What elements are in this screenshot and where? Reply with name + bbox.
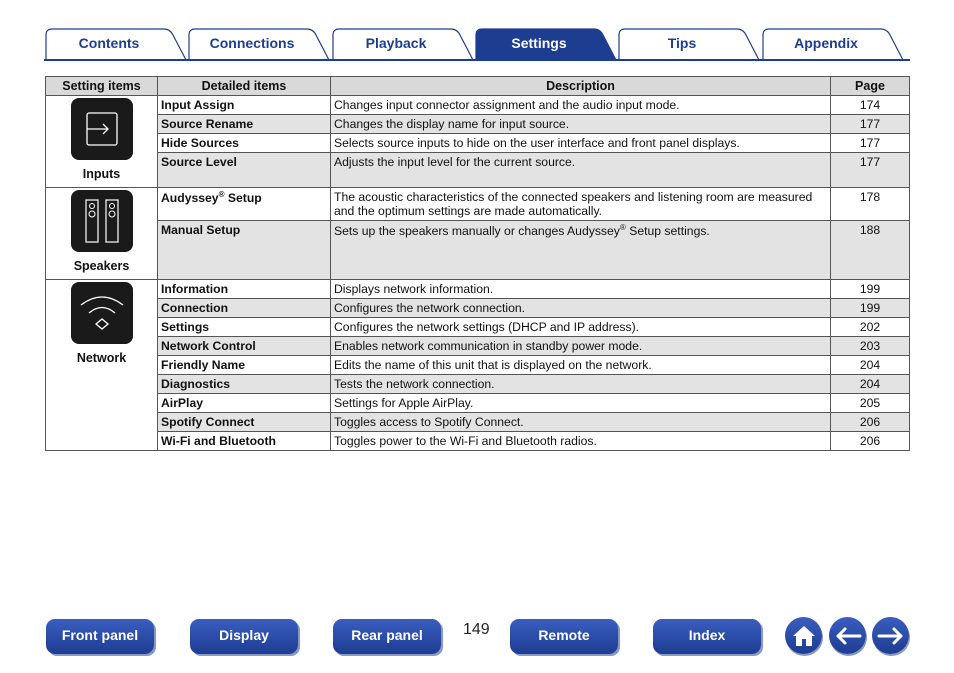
description <box>331 115 831 134</box>
description <box>331 337 831 356</box>
category-cell-inputs <box>46 96 158 188</box>
page-link[interactable]: 204 <box>831 375 910 394</box>
settings-table <box>45 76 910 451</box>
detailed-item[interactable] <box>158 356 331 375</box>
table-row <box>46 375 910 394</box>
top-tab-bar <box>44 27 910 61</box>
page-link[interactable]: 199 <box>831 299 910 318</box>
detailed-item-label: Spotify Connect <box>161 415 255 429</box>
header-setting-items: Setting items <box>46 77 158 96</box>
description-text: Toggles access to Spotify Connect. <box>334 415 524 429</box>
page-link[interactable]: 202 <box>831 318 910 337</box>
page-link[interactable]: 203 <box>831 337 910 356</box>
tab-tips[interactable]: Tips <box>667 35 697 51</box>
category-block <box>49 190 154 273</box>
page-link[interactable]: 188 <box>831 221 910 280</box>
description-text: Sets up the speakers manually or changes Audyssey <box>334 224 620 239</box>
table-header-row <box>46 77 910 96</box>
back-button[interactable] <box>829 617 866 654</box>
page-link[interactable]: 206 <box>831 432 910 451</box>
category-block <box>49 98 154 181</box>
category-cell-network <box>46 280 158 451</box>
detailed-item-label: Audyssey <box>161 191 219 206</box>
page-link[interactable]: 204 <box>831 356 910 375</box>
page-link[interactable]: 177 <box>831 134 910 153</box>
detailed-item-label: AirPlay <box>161 396 204 410</box>
home-button[interactable] <box>785 617 822 654</box>
description <box>331 134 831 153</box>
display-button[interactable]: Display <box>190 619 298 654</box>
table-row <box>46 356 910 375</box>
registered-mark: ® <box>218 190 225 199</box>
description <box>331 221 831 280</box>
detailed-item-label: Manual Setup <box>161 223 241 237</box>
header-detailed-items: Detailed items <box>158 77 331 96</box>
description-text: The acoustic characteristics of the connected speakers and listening room are measured and the optimum settings are made automatically. <box>334 190 813 218</box>
detailed-item[interactable] <box>158 221 331 280</box>
detailed-item[interactable] <box>158 318 331 337</box>
detailed-item[interactable] <box>158 96 331 115</box>
detailed-item[interactable] <box>158 153 331 188</box>
description-text: Selects source inputs to hide on the user interface and front panel displays. <box>334 136 740 150</box>
description-text: Configures the network settings (DHCP and IP address). <box>334 320 640 334</box>
remote-button[interactable]: Remote <box>510 619 618 654</box>
category-cell-speakers <box>46 188 158 280</box>
description-text: Toggles power to the Wi-Fi and Bluetooth radios. <box>334 434 597 448</box>
header-page: Page <box>831 77 910 96</box>
front-panel-button[interactable]: Front panel <box>46 619 154 654</box>
detailed-item-label: Network Control <box>161 339 256 353</box>
detailed-item-label: Information <box>161 282 229 296</box>
forward-arrow-icon <box>877 626 905 646</box>
detailed-item[interactable] <box>158 280 331 299</box>
description <box>331 394 831 413</box>
detailed-item-label: Hide Sources <box>161 136 239 150</box>
page-link[interactable]: 177 <box>831 153 910 188</box>
home-icon <box>791 624 817 648</box>
table-row <box>46 115 910 134</box>
wifi-icon <box>71 282 133 344</box>
description-text: Edits the name of this unit that is displayed on the network. <box>334 358 652 372</box>
back-arrow-icon <box>834 626 862 646</box>
table-row <box>46 432 910 451</box>
page-link[interactable]: 177 <box>831 115 910 134</box>
speakers-icon <box>71 190 133 252</box>
detailed-item[interactable] <box>158 134 331 153</box>
tab-settings[interactable]: Settings <box>511 35 567 51</box>
detailed-item-suffix: Setup <box>224 191 262 206</box>
description-suffix: Setup settings. <box>625 224 710 239</box>
detailed-item[interactable] <box>158 413 331 432</box>
input-arrow-icon <box>71 98 133 160</box>
description-text: Changes the display name for input source. <box>334 117 570 131</box>
description-text: Configures the network connection. <box>334 301 526 315</box>
table-row <box>46 299 910 318</box>
tab-contents[interactable]: Contents <box>78 35 140 51</box>
forward-button[interactable] <box>872 617 909 654</box>
detailed-item-label: Source Level <box>161 155 237 169</box>
tab-connections[interactable]: Connections <box>209 35 295 51</box>
table-row <box>46 221 910 280</box>
description <box>331 280 831 299</box>
category-name: Network <box>76 351 127 365</box>
detailed-item-label: Wi-Fi and Bluetooth <box>161 434 276 448</box>
detailed-item-label: Connection <box>161 301 229 315</box>
table-row <box>46 153 910 188</box>
detailed-item[interactable] <box>158 299 331 318</box>
detailed-item[interactable] <box>158 432 331 451</box>
table-row <box>46 96 910 115</box>
rear-panel-button[interactable]: Rear panel <box>333 619 441 654</box>
page-link[interactable]: 174 <box>831 96 910 115</box>
table-row <box>46 413 910 432</box>
description <box>331 432 831 451</box>
description <box>331 153 831 188</box>
detailed-item[interactable] <box>158 375 331 394</box>
table-row <box>46 394 910 413</box>
detailed-item[interactable] <box>158 337 331 356</box>
description <box>331 413 831 432</box>
page-link[interactable]: 206 <box>831 413 910 432</box>
category-name: Speakers <box>73 259 130 273</box>
description <box>331 188 831 221</box>
detailed-item-label: Settings <box>161 320 210 334</box>
table-row <box>46 188 910 221</box>
detailed-item-label: Input Assign <box>161 98 235 112</box>
index-button[interactable]: Index <box>653 619 761 654</box>
page-link[interactable]: 199 <box>831 280 910 299</box>
tab-playback[interactable]: Playback <box>365 35 427 51</box>
detailed-item-label: Source Rename <box>161 117 254 131</box>
description <box>331 299 831 318</box>
category-name: Inputs <box>82 167 121 181</box>
description <box>331 96 831 115</box>
description-text: Enables network communication in standby power mode. <box>334 339 643 353</box>
description-text: Settings for Apple AirPlay. <box>334 396 474 410</box>
description <box>331 375 831 394</box>
detailed-item-label: Diagnostics <box>161 377 231 391</box>
description-text: Adjusts the input level for the current source. <box>334 155 576 169</box>
category-block <box>49 282 154 365</box>
page-link[interactable]: 205 <box>831 394 910 413</box>
page-number: 149 <box>463 621 490 638</box>
detailed-item[interactable] <box>158 394 331 413</box>
table-row <box>46 337 910 356</box>
table-row <box>46 318 910 337</box>
registered-mark: ® <box>619 223 626 232</box>
description-text: Displays network information. <box>334 282 494 296</box>
table-row <box>46 280 910 299</box>
header-description: Description <box>331 77 831 96</box>
table-row <box>46 134 910 153</box>
tab-appendix[interactable]: Appendix <box>794 35 858 51</box>
description <box>331 318 831 337</box>
description-text: Changes input connector assignment and the audio input mode. <box>334 98 680 112</box>
detailed-item[interactable] <box>158 115 331 134</box>
description-text: Tests the network connection. <box>334 377 495 391</box>
description <box>331 356 831 375</box>
detailed-item[interactable] <box>158 188 331 221</box>
detailed-item-label: Friendly Name <box>161 358 245 372</box>
page-link[interactable]: 178 <box>831 188 910 221</box>
